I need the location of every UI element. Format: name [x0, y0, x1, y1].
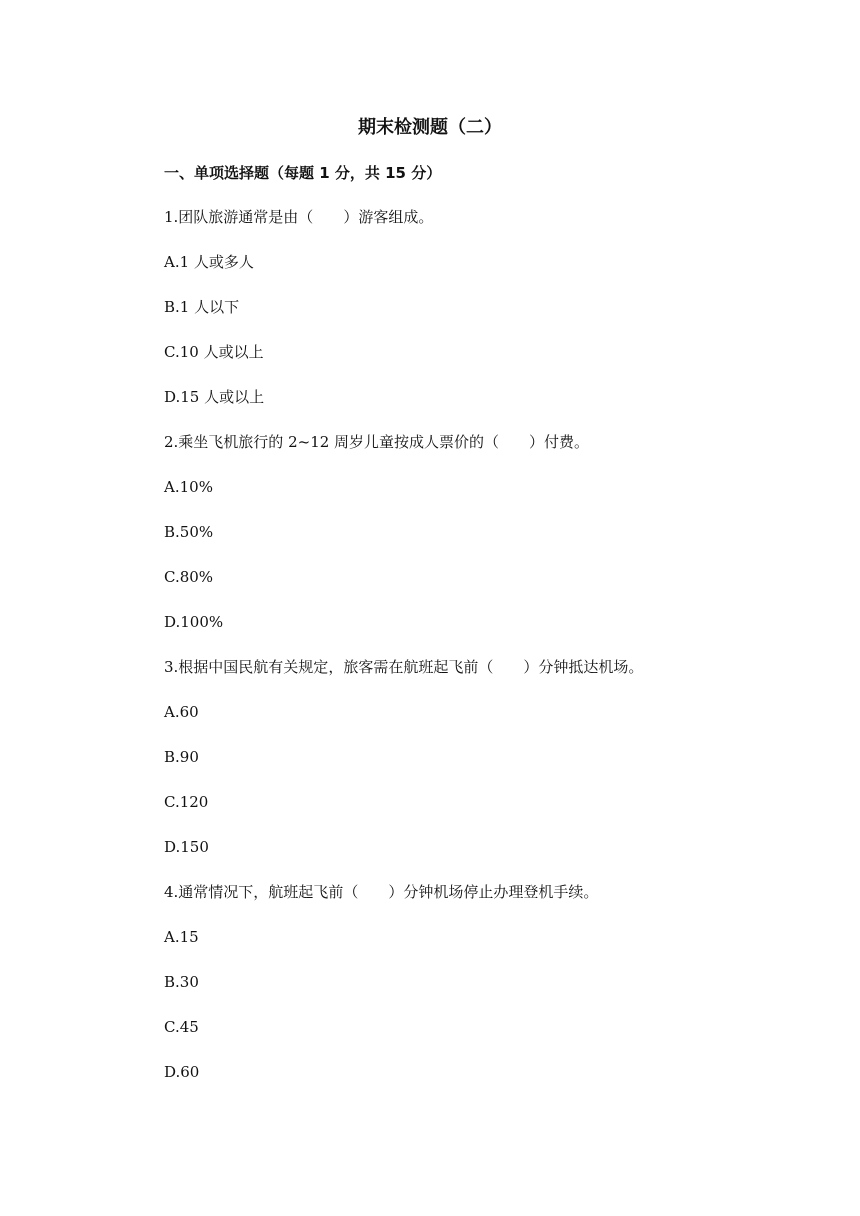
option: C.10 人或以上: [164, 343, 264, 361]
option: D.15 人或以上: [164, 388, 265, 406]
question-stem: 3.根据中国民航有关规定，旅客需在航班起飞前（ ）分钟抵达机场。: [164, 658, 644, 676]
question-stem: 1.团队旅游通常是由（ ）游客组成。: [164, 208, 434, 226]
option: D.150: [164, 838, 209, 856]
option: A.15: [164, 928, 199, 946]
option: B.30: [164, 973, 199, 991]
option: C.45: [164, 1018, 199, 1036]
option: C.120: [164, 793, 209, 811]
option: D.60: [164, 1063, 200, 1081]
option: B.50%: [164, 523, 214, 541]
option: B.90: [164, 748, 199, 766]
section-heading: 一、单项选择题（每题 1 分，共 15 分）: [164, 164, 442, 182]
option: A.1 人或多人: [164, 253, 254, 271]
option: A.10%: [164, 478, 213, 496]
question-stem: 4.通常情况下，航班起飞前（ ）分钟机场停止办理登机手续。: [164, 883, 599, 901]
page-title: 期末检测题（二）: [358, 117, 502, 138]
option: C.80%: [164, 568, 214, 586]
option: A.60: [164, 703, 199, 721]
question-stem: 2.乘坐飞机旅行的 2~12 周岁儿童按成人票价的（ ）付费。: [164, 433, 590, 451]
option: D.100%: [164, 613, 224, 631]
option: B.1 人以下: [164, 298, 240, 316]
